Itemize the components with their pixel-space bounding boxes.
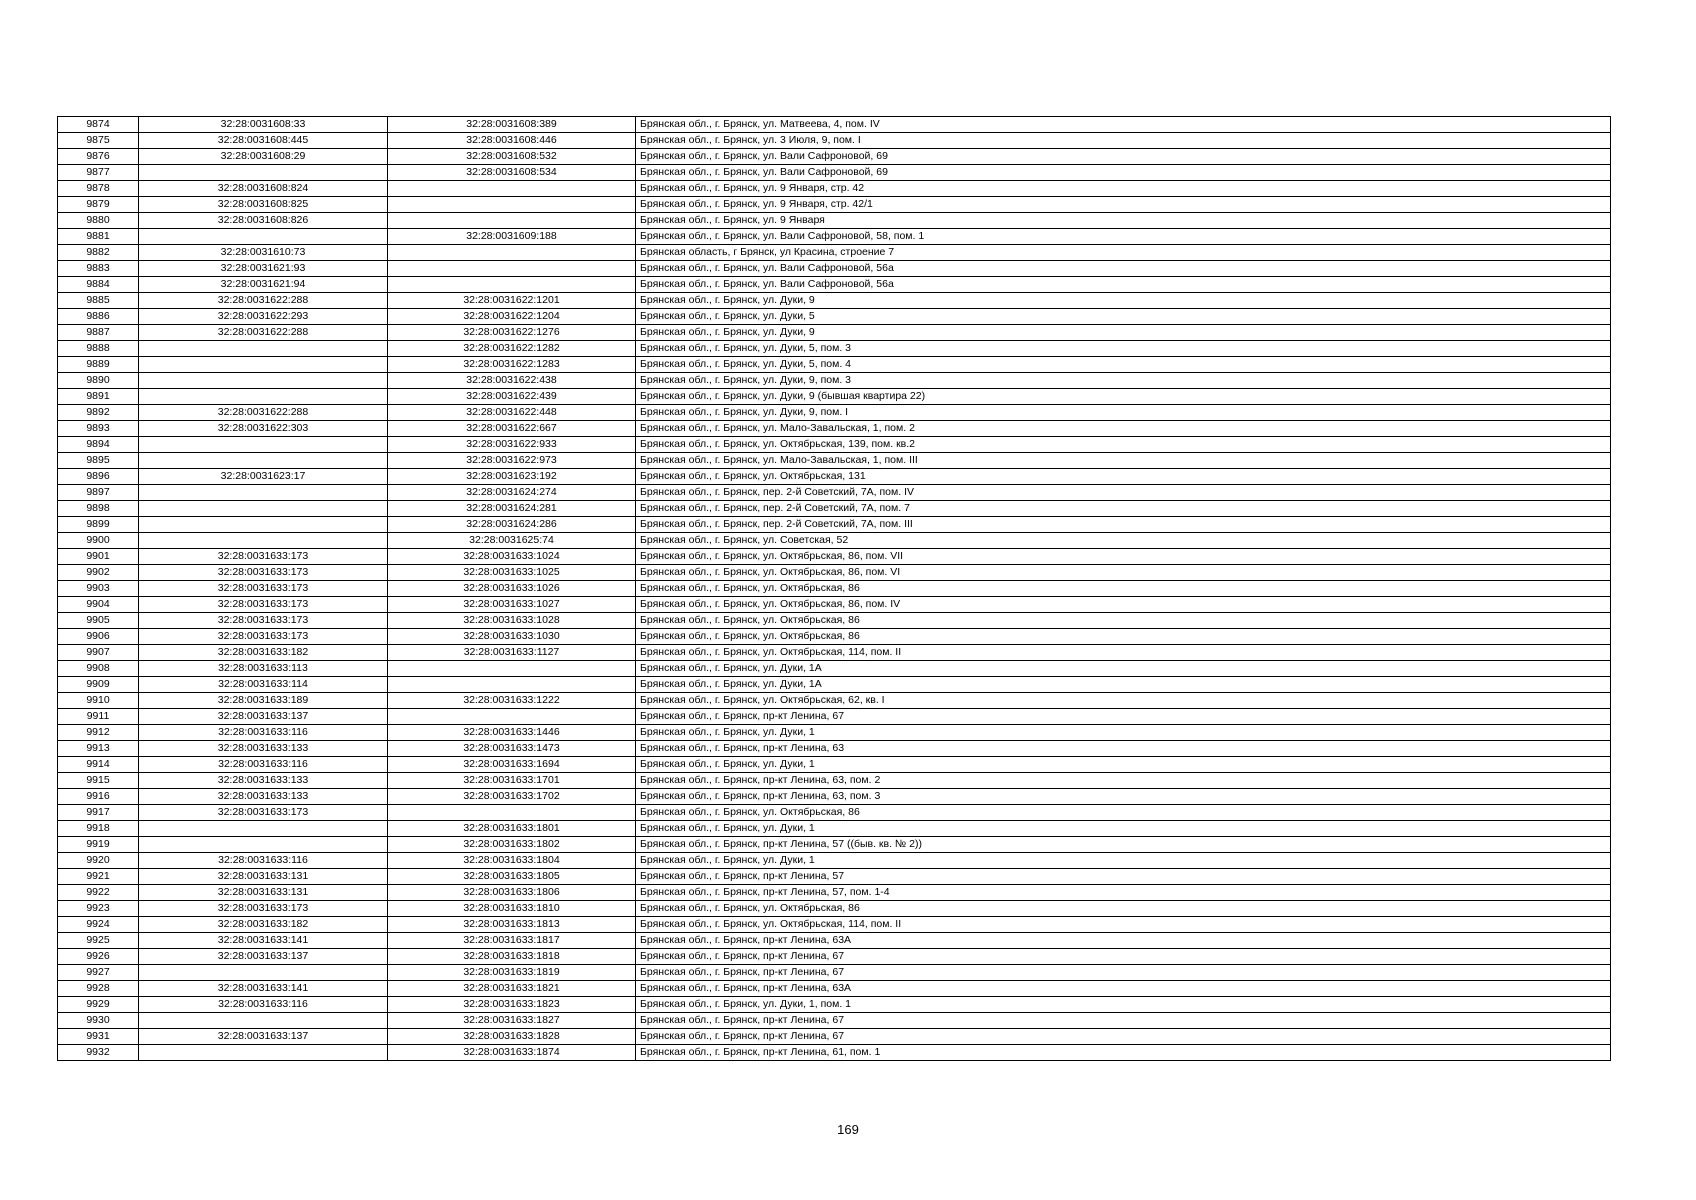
table-row [58, 1045, 1611, 1061]
row-number-cell: 9881 [58, 229, 139, 245]
cadastral-number-cell: 32:28:0031633:1027 [388, 597, 636, 613]
address-cell: Брянская обл., г. Брянск, пр-кт Ленина, 63А [636, 933, 1611, 949]
parent-cadastral-number-cell: 32:28:0031633:114 [139, 677, 388, 693]
address-cell: Брянская обл., г. Брянск, ул. Вали Сафроновой, 69 [636, 165, 1611, 181]
cadastral-number-cell: 32:28:0031633:1028 [388, 613, 636, 629]
table-row [58, 645, 1611, 661]
table-row [58, 869, 1611, 885]
cadastral-number-cell: 32:28:0031633:1806 [388, 885, 636, 901]
address-cell: Брянская обл., г. Брянск, ул. Дуки, 9 [636, 325, 1611, 341]
row-number-cell: 9911 [58, 709, 139, 725]
cadastral-number-cell [388, 261, 636, 277]
parent-cadastral-number-cell: 32:28:0031610:73 [139, 245, 388, 261]
table-row [58, 437, 1611, 453]
parent-cadastral-number-cell: 32:28:0031633:133 [139, 789, 388, 805]
table-row [58, 949, 1611, 965]
table-row [58, 373, 1611, 389]
cadastral-number-cell [388, 181, 636, 197]
row-number-cell: 9877 [58, 165, 139, 181]
address-cell: Брянская обл., г. Брянск, ул. Дуки, 5, пом. 4 [636, 357, 1611, 373]
parent-cadastral-number-cell [139, 1013, 388, 1029]
address-cell: Брянская обл., г. Брянск, ул. Октябрьская, 86 [636, 613, 1611, 629]
table-row [58, 213, 1611, 229]
row-number-cell: 9893 [58, 421, 139, 437]
cadastral-number-cell: 32:28:0031633:1819 [388, 965, 636, 981]
row-number-cell: 9907 [58, 645, 139, 661]
address-cell: Брянская обл., г. Брянск, ул. Мало-Завальская, 1, пом. 2 [636, 421, 1611, 437]
cadastral-number-cell: 32:28:0031633:1024 [388, 549, 636, 565]
table-row [58, 469, 1611, 485]
table-row [58, 197, 1611, 213]
address-cell: Брянская обл., г. Брянск, ул. Октябрьская, 86 [636, 901, 1611, 917]
address-cell: Брянская обл., г. Брянск, ул. Дуки, 1 [636, 725, 1611, 741]
row-number-cell: 9876 [58, 149, 139, 165]
cadastral-number-cell: 32:28:0031633:1821 [388, 981, 636, 997]
row-number-cell: 9919 [58, 837, 139, 853]
row-number-cell: 9880 [58, 213, 139, 229]
parent-cadastral-number-cell: 32:28:0031608:445 [139, 133, 388, 149]
row-number-cell: 9930 [58, 1013, 139, 1029]
address-cell: Брянская область, г Брянск, ул Красина, строение 7 [636, 245, 1611, 261]
table-row [58, 341, 1611, 357]
parent-cadastral-number-cell: 32:28:0031633:137 [139, 949, 388, 965]
address-cell: Брянская обл., г. Брянск, пер. 2-й Советский, 7А, пом. III [636, 517, 1611, 533]
address-cell: Брянская обл., г. Брянск, пр-кт Ленина, 67 [636, 1029, 1611, 1045]
table-row [58, 725, 1611, 741]
cadastral-number-cell: 32:28:0031633:1828 [388, 1029, 636, 1045]
address-cell: Брянская обл., г. Брянск, ул. Дуки, 1 [636, 757, 1611, 773]
row-number-cell: 9922 [58, 885, 139, 901]
parent-cadastral-number-cell: 32:28:0031633:173 [139, 805, 388, 821]
address-cell: Брянская обл., г. Брянск, ул. Октябрьская, 86, пом. VII [636, 549, 1611, 565]
table-row [58, 965, 1611, 981]
address-cell: Брянская обл., г. Брянск, ул. 9 Января [636, 213, 1611, 229]
address-cell: Брянская обл., г. Брянск, ул. Октябрьская, 86 [636, 805, 1611, 821]
row-number-cell: 9898 [58, 501, 139, 517]
row-number-cell: 9932 [58, 1045, 139, 1061]
cadastral-number-cell: 32:28:0031622:1201 [388, 293, 636, 309]
parent-cadastral-number-cell: 32:28:0031633:182 [139, 917, 388, 933]
table-row [58, 261, 1611, 277]
table-row [58, 1029, 1611, 1045]
row-number-cell: 9875 [58, 133, 139, 149]
cadastral-number-cell: 32:28:0031633:1702 [388, 789, 636, 805]
parent-cadastral-number-cell: 32:28:0031633:173 [139, 565, 388, 581]
address-cell: Брянская обл., г. Брянск, пр-кт Ленина, 67 [636, 965, 1611, 981]
row-number-cell: 9916 [58, 789, 139, 805]
row-number-cell: 9917 [58, 805, 139, 821]
table-row [58, 117, 1611, 133]
table-row [58, 709, 1611, 725]
cadastral-number-cell: 32:28:0031633:1810 [388, 901, 636, 917]
cadastral-number-cell: 32:28:0031624:274 [388, 485, 636, 501]
parent-cadastral-number-cell [139, 437, 388, 453]
cadastral-number-cell: 32:28:0031633:1694 [388, 757, 636, 773]
parent-cadastral-number-cell: 32:28:0031621:94 [139, 277, 388, 293]
cadastral-number-cell [388, 709, 636, 725]
parent-cadastral-number-cell: 32:28:0031633:113 [139, 661, 388, 677]
address-cell: Брянская обл., г. Брянск, ул. Дуки, 5 [636, 309, 1611, 325]
parent-cadastral-number-cell: 32:28:0031633:173 [139, 629, 388, 645]
parent-cadastral-number-cell: 32:28:0031633:173 [139, 901, 388, 917]
parent-cadastral-number-cell: 32:28:0031633:116 [139, 725, 388, 741]
row-number-cell: 9891 [58, 389, 139, 405]
table-row [58, 229, 1611, 245]
parent-cadastral-number-cell: 32:28:0031608:29 [139, 149, 388, 165]
row-number-cell: 9928 [58, 981, 139, 997]
parent-cadastral-number-cell: 32:28:0031622:293 [139, 309, 388, 325]
cadastral-number-cell: 32:28:0031633:1813 [388, 917, 636, 933]
address-cell: Брянская обл., г. Брянск, ул. Дуки, 1А [636, 677, 1611, 693]
cadastral-number-cell: 32:28:0031624:286 [388, 517, 636, 533]
row-number-cell: 9909 [58, 677, 139, 693]
cadastral-number-cell: 32:28:0031622:933 [388, 437, 636, 453]
address-cell: Брянская обл., г. Брянск, пр-кт Ленина, 67 [636, 949, 1611, 965]
cadastral-number-cell: 32:28:0031622:438 [388, 373, 636, 389]
table-row [58, 309, 1611, 325]
cadastral-number-cell: 32:28:0031633:1446 [388, 725, 636, 741]
row-number-cell: 9925 [58, 933, 139, 949]
table-row [58, 549, 1611, 565]
row-number-cell: 9929 [58, 997, 139, 1013]
cadastral-number-cell [388, 213, 636, 229]
address-cell: Брянская обл., г. Брянск, пр-кт Ленина, 67 [636, 1013, 1611, 1029]
cadastral-number-cell [388, 677, 636, 693]
table-row [58, 277, 1611, 293]
address-cell: Брянская обл., г. Брянск, ул. 9 Января, стр. 42 [636, 181, 1611, 197]
cadastral-number-cell: 32:28:0031622:439 [388, 389, 636, 405]
parent-cadastral-number-cell [139, 165, 388, 181]
cadastral-number-cell: 32:28:0031633:1818 [388, 949, 636, 965]
parent-cadastral-number-cell [139, 485, 388, 501]
address-cell: Брянская обл., г. Брянск, ул. Октябрьская, 139, пом. кв.2 [636, 437, 1611, 453]
address-cell: Брянская обл., г. Брянск, пр-кт Ленина, 67 [636, 709, 1611, 725]
parent-cadastral-number-cell [139, 373, 388, 389]
address-cell: Брянская обл., г. Брянск, ул. Дуки, 9, пом. I [636, 405, 1611, 421]
row-number-cell: 9879 [58, 197, 139, 213]
address-cell: Брянская обл., г. Брянск, ул. Дуки, 9 (бывшая квартира 22) [636, 389, 1611, 405]
address-cell: Брянская обл., г. Брянск, ул. Вали Сафроновой, 56а [636, 261, 1611, 277]
address-cell: Брянская обл., г. Брянск, ул. Мало-Завальская, 1, пом. III [636, 453, 1611, 469]
table-row [58, 133, 1611, 149]
address-cell: Брянская обл., г. Брянск, ул. Дуки, 1 [636, 821, 1611, 837]
parent-cadastral-number-cell [139, 341, 388, 357]
address-cell: Брянская обл., г. Брянск, ул. Октябрьская, 114, пом. II [636, 917, 1611, 933]
parent-cadastral-number-cell: 32:28:0031622:288 [139, 325, 388, 341]
cadastral-number-cell: 32:28:0031608:532 [388, 149, 636, 165]
parent-cadastral-number-cell [139, 821, 388, 837]
parent-cadastral-number-cell [139, 517, 388, 533]
row-number-cell: 9899 [58, 517, 139, 533]
address-cell: Брянская обл., г. Брянск, ул. Октябрьская, 86, пом. IV [636, 597, 1611, 613]
row-number-cell: 9884 [58, 277, 139, 293]
cadastral-number-cell: 32:28:0031633:1222 [388, 693, 636, 709]
table-row [58, 997, 1611, 1013]
row-number-cell: 9896 [58, 469, 139, 485]
row-number-cell: 9918 [58, 821, 139, 837]
address-cell: Брянская обл., г. Брянск, пр-кт Ленина, 57, пом. 1-4 [636, 885, 1611, 901]
cadastral-number-cell: 32:28:0031633:1801 [388, 821, 636, 837]
row-number-cell: 9878 [58, 181, 139, 197]
parent-cadastral-number-cell: 32:28:0031622:303 [139, 421, 388, 437]
address-cell: Брянская обл., г. Брянск, ул. Октябрьская, 114, пом. II [636, 645, 1611, 661]
row-number-cell: 9902 [58, 565, 139, 581]
parent-cadastral-number-cell: 32:28:0031633:173 [139, 613, 388, 629]
cadastral-number-cell: 32:28:0031622:448 [388, 405, 636, 421]
parent-cadastral-number-cell [139, 1045, 388, 1061]
parent-cadastral-number-cell: 32:28:0031633:116 [139, 997, 388, 1013]
row-number-cell: 9887 [58, 325, 139, 341]
address-cell: Брянская обл., г. Брянск, пр-кт Ленина, 63, пом. 3 [636, 789, 1611, 805]
table-row [58, 389, 1611, 405]
row-number-cell: 9931 [58, 1029, 139, 1045]
table-row [58, 517, 1611, 533]
address-cell: Брянская обл., г. Брянск, ул. Октябрьская, 86 [636, 629, 1611, 645]
address-cell: Брянская обл., г. Брянск, пр-кт Ленина, 57 [636, 869, 1611, 885]
cadastral-number-cell: 32:28:0031622:667 [388, 421, 636, 437]
cadastral-number-cell: 32:28:0031622:973 [388, 453, 636, 469]
cadastral-number-cell [388, 277, 636, 293]
cadastral-number-cell [388, 661, 636, 677]
table-row [58, 149, 1611, 165]
cadastral-number-cell: 32:28:0031633:1804 [388, 853, 636, 869]
row-number-cell: 9923 [58, 901, 139, 917]
address-cell: Брянская обл., г. Брянск, пр-кт Ленина, 63, пом. 2 [636, 773, 1611, 789]
parent-cadastral-number-cell: 32:28:0031622:288 [139, 293, 388, 309]
table-row [58, 533, 1611, 549]
cadastral-number-cell: 32:28:0031624:281 [388, 501, 636, 517]
cadastral-number-cell: 32:28:0031633:1025 [388, 565, 636, 581]
address-cell: Брянская обл., г. Брянск, ул. 9 Января, стр. 42/1 [636, 197, 1611, 213]
table-row [58, 485, 1611, 501]
parent-cadastral-number-cell: 32:28:0031633:133 [139, 773, 388, 789]
parent-cadastral-number-cell: 32:28:0031608:33 [139, 117, 388, 133]
cadastral-number-cell: 32:28:0031622:1276 [388, 325, 636, 341]
table-row [58, 741, 1611, 757]
parent-cadastral-number-cell: 32:28:0031621:93 [139, 261, 388, 277]
table-row [58, 245, 1611, 261]
cadastral-number-cell: 32:28:0031623:192 [388, 469, 636, 485]
address-cell: Брянская обл., г. Брянск, ул. Дуки, 9 [636, 293, 1611, 309]
table-row [58, 421, 1611, 437]
cadastral-number-cell: 32:28:0031633:1827 [388, 1013, 636, 1029]
parent-cadastral-number-cell [139, 965, 388, 981]
parent-cadastral-number-cell: 32:28:0031608:824 [139, 181, 388, 197]
address-cell: Брянская обл., г. Брянск, ул. Матвеева, 4, пом. IV [636, 117, 1611, 133]
table-row [58, 837, 1611, 853]
parent-cadastral-number-cell: 32:28:0031633:116 [139, 853, 388, 869]
table-row [58, 181, 1611, 197]
table-row [58, 693, 1611, 709]
row-number-cell: 9894 [58, 437, 139, 453]
cadastral-number-cell: 32:28:0031609:188 [388, 229, 636, 245]
row-number-cell: 9904 [58, 597, 139, 613]
cadastral-number-cell: 32:28:0031622:1204 [388, 309, 636, 325]
parent-cadastral-number-cell [139, 389, 388, 405]
parent-cadastral-number-cell: 32:28:0031633:173 [139, 549, 388, 565]
cadastral-number-cell: 32:28:0031633:1823 [388, 997, 636, 1013]
row-number-cell: 9883 [58, 261, 139, 277]
table-row [58, 165, 1611, 181]
cadastral-number-cell: 32:28:0031608:446 [388, 133, 636, 149]
parent-cadastral-number-cell [139, 453, 388, 469]
address-cell: Брянская обл., г. Брянск, ул. 3 Июля, 9, пом. I [636, 133, 1611, 149]
cadastral-number-cell: 32:28:0031608:389 [388, 117, 636, 133]
row-number-cell: 9910 [58, 693, 139, 709]
property-table [57, 116, 1611, 1061]
cadastral-number-cell: 32:28:0031633:1701 [388, 773, 636, 789]
row-number-cell: 9892 [58, 405, 139, 421]
address-cell: Брянская обл., г. Брянск, ул. Вали Сафроновой, 56а [636, 277, 1611, 293]
parent-cadastral-number-cell: 32:28:0031633:141 [139, 981, 388, 997]
cadastral-number-cell [388, 245, 636, 261]
address-cell: Брянская обл., г. Брянск, ул. Вали Сафроновой, 58, пом. 1 [636, 229, 1611, 245]
parent-cadastral-number-cell: 32:28:0031633:141 [139, 933, 388, 949]
address-cell: Брянская обл., г. Брянск, ул. Советская, 52 [636, 533, 1611, 549]
row-number-cell: 9912 [58, 725, 139, 741]
row-number-cell: 9900 [58, 533, 139, 549]
table-row [58, 901, 1611, 917]
cadastral-number-cell [388, 197, 636, 213]
cadastral-number-cell: 32:28:0031633:1473 [388, 741, 636, 757]
address-cell: Брянская обл., г. Брянск, ул. Дуки, 1 [636, 853, 1611, 869]
row-number-cell: 9903 [58, 581, 139, 597]
table-row [58, 613, 1611, 629]
parent-cadastral-number-cell: 32:28:0031633:182 [139, 645, 388, 661]
row-number-cell: 9888 [58, 341, 139, 357]
address-cell: Брянская обл., г. Брянск, ул. Октябрьская, 62, кв. I [636, 693, 1611, 709]
parent-cadastral-number-cell: 32:28:0031633:137 [139, 1029, 388, 1045]
row-number-cell: 9920 [58, 853, 139, 869]
row-number-cell: 9890 [58, 373, 139, 389]
table-row [58, 917, 1611, 933]
table-row [58, 325, 1611, 341]
table-row [58, 773, 1611, 789]
cadastral-number-cell: 32:28:0031633:1817 [388, 933, 636, 949]
parent-cadastral-number-cell: 32:28:0031608:825 [139, 197, 388, 213]
row-number-cell: 9906 [58, 629, 139, 645]
cadastral-number-cell: 32:28:0031633:1026 [388, 581, 636, 597]
row-number-cell: 9874 [58, 117, 139, 133]
cadastral-number-cell: 32:28:0031633:1874 [388, 1045, 636, 1061]
cadastral-number-cell [388, 805, 636, 821]
address-cell: Брянская обл., г. Брянск, ул. Дуки, 5, пом. 3 [636, 341, 1611, 357]
table-row [58, 661, 1611, 677]
table-row [58, 1013, 1611, 1029]
parent-cadastral-number-cell: 32:28:0031633:133 [139, 741, 388, 757]
table-row [58, 501, 1611, 517]
table-row [58, 565, 1611, 581]
row-number-cell: 9889 [58, 357, 139, 373]
address-cell: Брянская обл., г. Брянск, ул. Октябрьская, 86 [636, 581, 1611, 597]
parent-cadastral-number-cell [139, 837, 388, 853]
table-row [58, 821, 1611, 837]
parent-cadastral-number-cell: 32:28:0031633:131 [139, 885, 388, 901]
address-cell: Брянская обл., г. Брянск, ул. Дуки, 9, пом. 3 [636, 373, 1611, 389]
address-cell: Брянская обл., г. Брянск, пр-кт Ленина, 63А [636, 981, 1611, 997]
cadastral-number-cell: 32:28:0031633:1802 [388, 837, 636, 853]
parent-cadastral-number-cell: 32:28:0031633:173 [139, 581, 388, 597]
address-cell: Брянская обл., г. Брянск, ул. Октябрьская, 131 [636, 469, 1611, 485]
address-cell: Брянская обл., г. Брянск, пр-кт Ленина, 57 ((быв. кв. № 2)) [636, 837, 1611, 853]
table-row [58, 933, 1611, 949]
page-number: 169 [837, 1122, 859, 1137]
address-cell: Брянская обл., г. Брянск, ул. Вали Сафроновой, 69 [636, 149, 1611, 165]
table-row [58, 981, 1611, 997]
row-number-cell: 9915 [58, 773, 139, 789]
table-row [58, 885, 1611, 901]
table-row [58, 629, 1611, 645]
table-row [58, 757, 1611, 773]
parent-cadastral-number-cell: 32:28:0031608:826 [139, 213, 388, 229]
parent-cadastral-number-cell: 32:28:0031633:137 [139, 709, 388, 725]
parent-cadastral-number-cell [139, 357, 388, 373]
parent-cadastral-number-cell [139, 501, 388, 517]
table-row [58, 853, 1611, 869]
table-row [58, 357, 1611, 373]
parent-cadastral-number-cell: 32:28:0031633:116 [139, 757, 388, 773]
cadastral-number-cell: 32:28:0031622:1282 [388, 341, 636, 357]
row-number-cell: 9901 [58, 549, 139, 565]
row-number-cell: 9886 [58, 309, 139, 325]
table-row [58, 453, 1611, 469]
table-row [58, 805, 1611, 821]
row-number-cell: 9924 [58, 917, 139, 933]
row-number-cell: 9882 [58, 245, 139, 261]
row-number-cell: 9927 [58, 965, 139, 981]
cadastral-number-cell: 32:28:0031622:1283 [388, 357, 636, 373]
table-row [58, 789, 1611, 805]
parent-cadastral-number-cell [139, 533, 388, 549]
parent-cadastral-number-cell: 32:28:0031633:131 [139, 869, 388, 885]
property-table-body [58, 117, 1611, 1061]
table-row [58, 597, 1611, 613]
table-row [58, 405, 1611, 421]
cadastral-number-cell: 32:28:0031633:1127 [388, 645, 636, 661]
parent-cadastral-number-cell: 32:28:0031633:189 [139, 693, 388, 709]
address-cell: Брянская обл., г. Брянск, пр-кт Ленина, 61, пом. 1 [636, 1045, 1611, 1061]
parent-cadastral-number-cell: 32:28:0031633:173 [139, 597, 388, 613]
row-number-cell: 9908 [58, 661, 139, 677]
row-number-cell: 9914 [58, 757, 139, 773]
table-row [58, 581, 1611, 597]
row-number-cell: 9913 [58, 741, 139, 757]
cadastral-number-cell: 32:28:0031625:74 [388, 533, 636, 549]
table-row [58, 293, 1611, 309]
address-cell: Брянская обл., г. Брянск, пр-кт Ленина, 63 [636, 741, 1611, 757]
parent-cadastral-number-cell: 32:28:0031622:288 [139, 405, 388, 421]
parent-cadastral-number-cell: 32:28:0031623:17 [139, 469, 388, 485]
cadastral-number-cell: 32:28:0031608:534 [388, 165, 636, 181]
row-number-cell: 9885 [58, 293, 139, 309]
row-number-cell: 9895 [58, 453, 139, 469]
address-cell: Брянская обл., г. Брянск, пер. 2-й Советский, 7А, пом. 7 [636, 501, 1611, 517]
cadastral-number-cell: 32:28:0031633:1030 [388, 629, 636, 645]
row-number-cell: 9926 [58, 949, 139, 965]
row-number-cell: 9921 [58, 869, 139, 885]
address-cell: Брянская обл., г. Брянск, пер. 2-й Советский, 7А, пом. IV [636, 485, 1611, 501]
address-cell: Брянская обл., г. Брянск, ул. Дуки, 1А [636, 661, 1611, 677]
address-cell: Брянская обл., г. Брянск, ул. Октябрьская, 86, пом. VI [636, 565, 1611, 581]
table-row [58, 677, 1611, 693]
row-number-cell: 9897 [58, 485, 139, 501]
cadastral-number-cell: 32:28:0031633:1805 [388, 869, 636, 885]
parent-cadastral-number-cell [139, 229, 388, 245]
address-cell: Брянская обл., г. Брянск, ул. Дуки, 1, пом. 1 [636, 997, 1611, 1013]
row-number-cell: 9905 [58, 613, 139, 629]
